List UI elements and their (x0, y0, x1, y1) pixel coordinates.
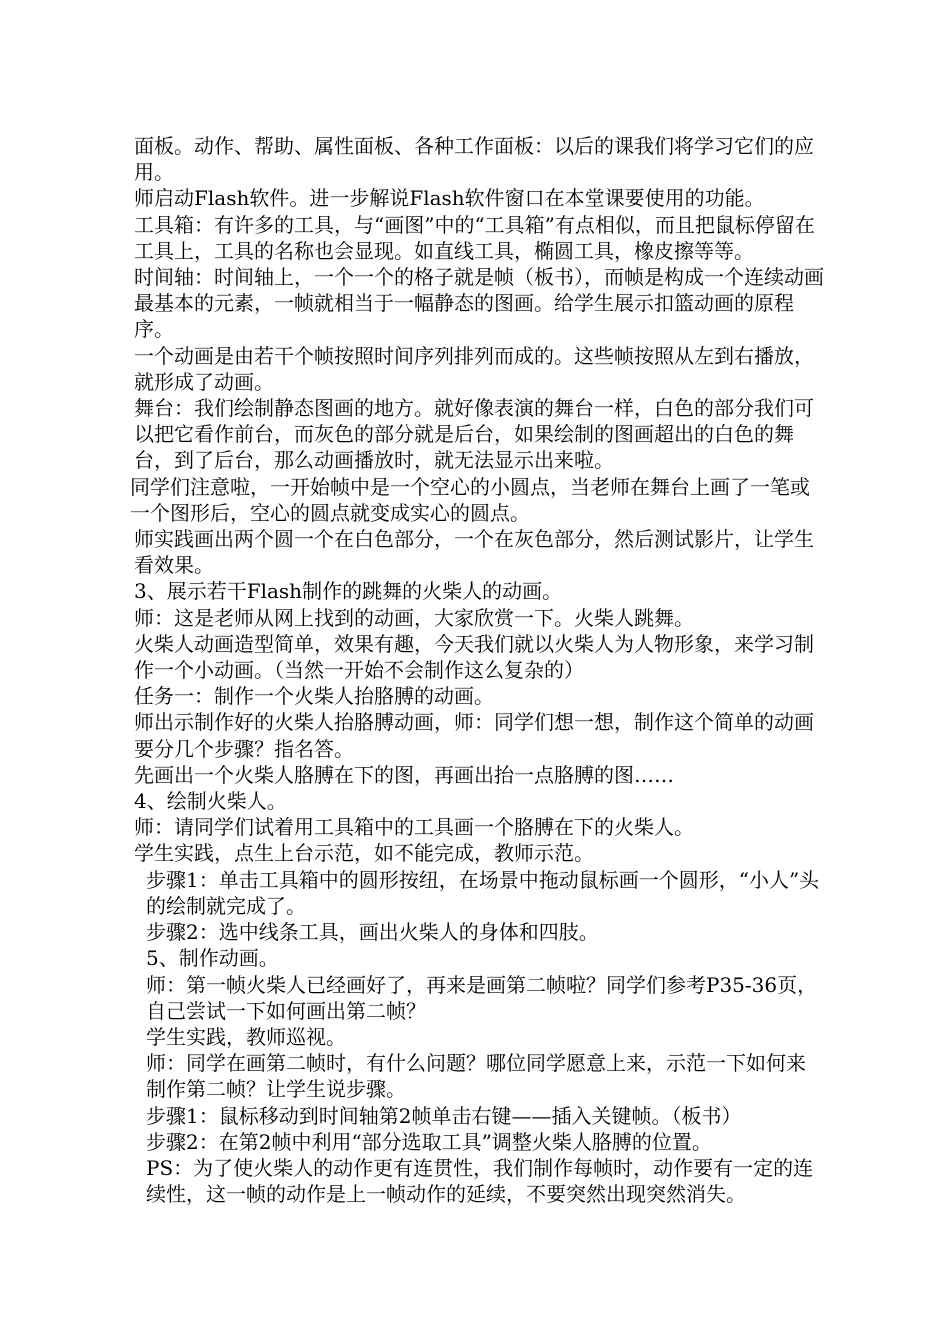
paragraph: 步骤2：选中线条工具，画出火柴人的身体和四肢。 (146, 920, 599, 945)
paragraph: 5、制作动画。 (146, 946, 279, 971)
paragraph: 师：这是老师从网上找到的动画，大家欣赏一下。火柴人跳舞。 (134, 605, 694, 630)
paragraph: 先画出一个火柴人胳膊在下的图，再画出抬一点胳膊的图…… (134, 762, 674, 787)
paragraph: 师出示制作好的火柴人抬胳膊动画，师：同学们想一想，制作这个简单的动画要分几个步骤？指名答。 (134, 710, 814, 761)
paragraph: 一个动画是由若干个帧按照时间序列排列而成的。这些帧按照从左到右播放，就形成了动画。 (134, 343, 814, 394)
paragraph: 步骤1：鼠标移动到时间轴第2帧单击右键——插入关键帧。（板书） (146, 1103, 742, 1128)
paragraph: PS：为了使火柴人的动作更有连贯性，我们制作每帧时，动作要有一定的连续性，这一帧的动作是上一帧动作的延续，不要突然出现突然消失。 (146, 1155, 814, 1207)
paragraph: 学生实践，点生上台示范，如不能完成，教师示范。 (134, 841, 594, 866)
paragraph: 师实践画出两个圆一个在白色部分，一个在灰色部分，然后测试影片，让学生看效果。 (134, 527, 814, 578)
paragraph: 步骤1：单击工具箱中的圆形按纽，在场景中拖动鼠标画一个圆形，“小人”头的绘制就完成了。 (146, 867, 820, 918)
paragraph: 师：请同学们试着用工具箱中的工具画一个胳膊在下的火柴人。 (134, 815, 694, 840)
paragraph: 4、绘制火柴人。 (134, 789, 287, 814)
paragraph: 3、展示若干Flash制作的跳舞的火柴人的动画。 (134, 579, 563, 604)
paragraph: 同学们注意啦，一开始帧中是一个空心的小圆点，当老师在舞台上画了一笔或一个图形后，空心的圆点就变成实心的圆点。 (130, 474, 810, 525)
paragraph: 学生实践，教师巡视。 (146, 1024, 346, 1049)
paragraph: 步骤2：在第2帧中利用“部分选取工具”调整火柴人胳膊的位置。 (146, 1129, 712, 1154)
paragraph: 师：第一帧火柴人已经画好了，再来是画第二帧啦？同学们参考P35-36页，自己尝试一下如何画出第二帧？ (146, 972, 818, 1023)
paragraph: 火柴人动画造型简单，效果有趣，今天我们就以火柴人为人物形象，来学习制作一个小动画。（当然一开始不会制作这么复杂的） (134, 631, 814, 683)
paragraph: 舞台：我们绘制静态图画的地方。就好像表演的舞台一样，白色的部分我们可以把它看作前台，而灰色的部分就是后台，如果绘制的图画超出的白色的舞台，到了后台，那么动画播放时，就无法显示出来啦。 (134, 396, 814, 473)
paragraph: 面板。动作、帮助、属性面板、各种工作面板：以后的课我们将学习它们的应用。 (134, 134, 814, 185)
paragraph: 任务一：制作一个火柴人抬胳膊的动画。 (134, 684, 494, 709)
paragraph: 师启动Flash软件。进一步解说Flash软件窗口在本堂课要使用的功能。 (134, 186, 765, 211)
paragraph: 师：同学在画第二帧时，有什么问题？哪位同学愿意上来，示范一下如何来制作第二帧？让学生说步骤。 (146, 1051, 806, 1102)
paragraph: 时间轴：时间轴上，一个一个的格子就是帧（板书），而帧是构成一个连续动画最基本的元素，一帧就相当于一幅静态的图画。给学生展示扣篮动画的原程序。 (134, 265, 824, 342)
document-body (130, 133, 824, 1207)
paragraph: 工具箱：有许多的工具，与“画图”中的“工具箱”有点相似，而且把鼠标停留在工具上，工具的名称也会显现。如直线工具，椭圆工具，橡皮擦等等。 (134, 212, 815, 263)
